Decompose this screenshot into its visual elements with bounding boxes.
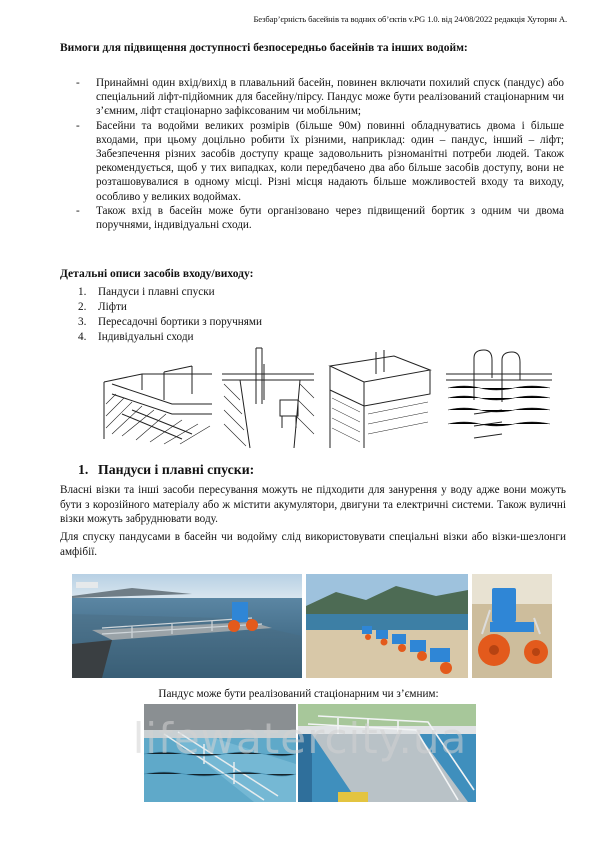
item-label: Пандуси і плавні спуски bbox=[98, 286, 215, 298]
removable-pool-ramp-photo bbox=[298, 704, 476, 802]
ramp-drawing bbox=[102, 344, 214, 449]
pool-lift-drawing bbox=[220, 344, 316, 452]
section-title: Пандуси і плавні спуски: bbox=[98, 462, 255, 477]
list-item bbox=[76, 204, 564, 232]
details-heading: Детальні описи засобів входу/виходу: bbox=[60, 268, 254, 280]
sea-ramp-photo bbox=[72, 574, 302, 678]
bullet-text: Також вхід в басейн може бути організовано через підвищений бортик з одним чи двома поручнями, індивідуальні сходи. bbox=[96, 204, 564, 232]
ramps-paragraph-2: Для спуску пандусами в басейн чи водойму слід використовувати спеціальні візки або візки-шезлонги амфібії. bbox=[60, 531, 566, 558]
beach-chairs-photo bbox=[306, 574, 468, 678]
ramp-caption: Пандус може бути реалізований стаціонарним чи з’ємним: bbox=[158, 688, 439, 700]
item-number: 4. bbox=[78, 331, 87, 343]
ramps-paragraph-1: Власні візки та інші засоби пересування можуть не підходити для занурення у воду адже вони можуть бути з корозійного матеріалу або ж містити акумулятори, двигуни та електричні системи. Також вуличні візки можуть забруднювати воду. bbox=[60, 484, 566, 526]
amphibious-wheelchair-photo bbox=[472, 574, 552, 678]
item-number: 3. bbox=[78, 316, 87, 328]
list-item bbox=[78, 330, 262, 345]
item-number: 2. bbox=[78, 301, 87, 313]
list-item bbox=[78, 315, 262, 330]
list-item bbox=[76, 119, 564, 204]
list-item bbox=[78, 300, 262, 315]
indoor-pool-ramp-photo bbox=[144, 704, 296, 802]
item-label: Пересадочні бортики з поручнями bbox=[98, 316, 262, 328]
bullet-dash: - bbox=[76, 77, 80, 89]
requirements-list bbox=[76, 76, 564, 232]
entry-means-list bbox=[78, 285, 262, 345]
document-header: Безбар’єрність басейнів та водних об’єктів v.PG 1.0. від 24/08/2022 редакція Хуторян А. bbox=[253, 14, 567, 24]
entry-methods-illustrations bbox=[102, 344, 554, 454]
list-item bbox=[76, 76, 564, 119]
item-number: 1. bbox=[78, 286, 87, 298]
bullet-text: Принаймні один вхід/вихід в плавальний басейн, повинен включати похилий спуск (пандус) або спеціальний ліфт-підйомник для басейну/пірсу. Пандус може бути реалізований стаціонарним чи з’ємним, ліфт стаціонарно зафіксованим чи мобільним; bbox=[96, 77, 564, 118]
bullet-text: Басейни та водойми великих розмірів (більше 90м) повинні обладнуватись двома і більше входами, при цьому доцільно робити їх різними, наприклад: один – пандус, інший – ліфт; Забезпечення різних засобів доступу краще задовольнить різноманітні потреби людей. Також рекомендується, щоб у тих випадках, коли передбачено два або більше засобів доступу, вони не розташовувалися в одному місці. Різні місця надають більше можливостей входу та виходу, особливо у великих водоймах. bbox=[96, 119, 564, 203]
section-number: 1. bbox=[78, 462, 89, 477]
pool-ladder-drawing bbox=[444, 344, 554, 452]
bullet-dash: - bbox=[76, 204, 80, 217]
transfer-wall-drawing bbox=[324, 344, 434, 452]
ramps-section-heading bbox=[78, 462, 254, 478]
item-label: Індивідуальні сходи bbox=[98, 331, 194, 343]
item-label: Ліфти bbox=[98, 301, 127, 313]
watermark: lifewatercity.ua bbox=[132, 714, 468, 763]
requirements-heading: Вимоги для підвищення доступності безпосередньо басейнів та інших водойм: bbox=[60, 42, 468, 54]
bullet-dash: - bbox=[76, 119, 80, 132]
list-item bbox=[78, 285, 262, 300]
